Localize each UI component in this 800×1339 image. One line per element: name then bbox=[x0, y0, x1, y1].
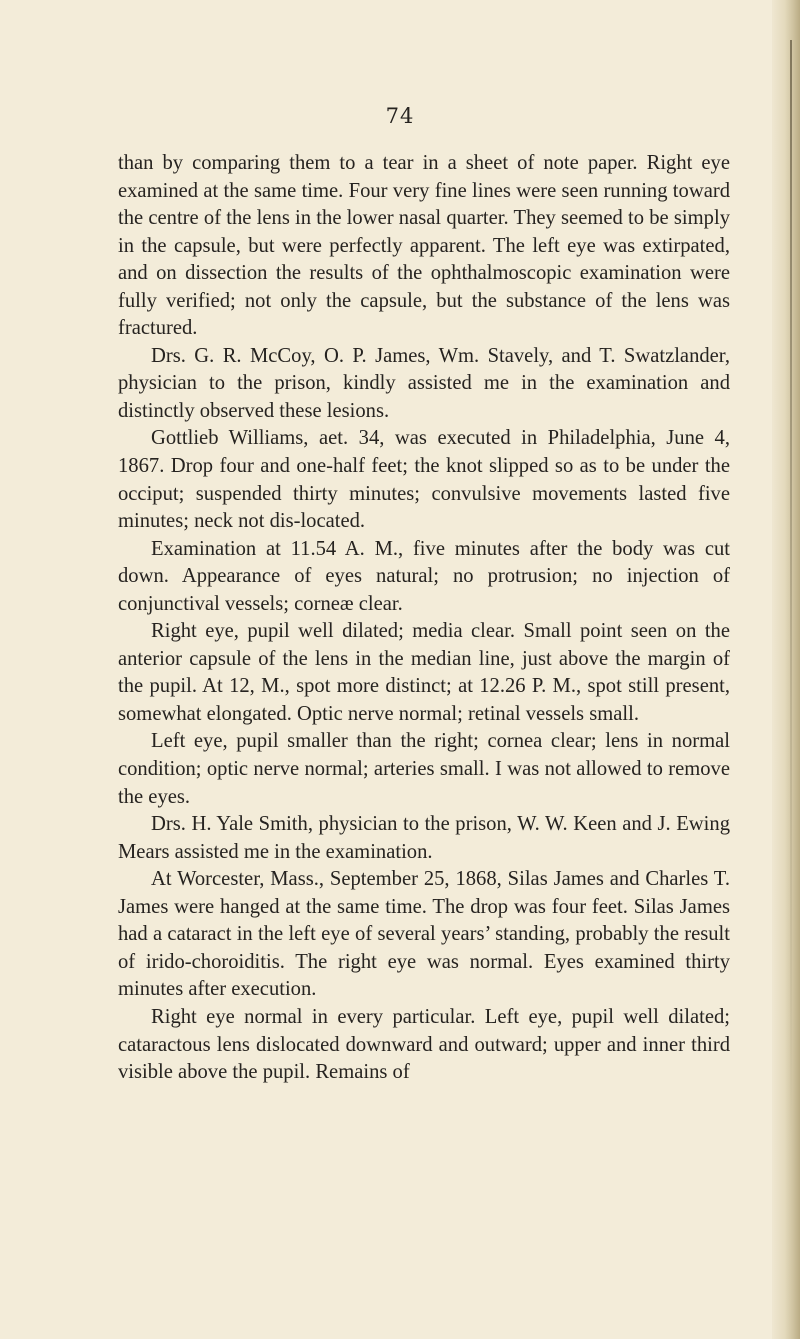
paragraph-2: Drs. G. R. McCoy, O. P. James, Wm. Stavely, and T. Swatzlander, physician to the prison, kindly assisted me in the examination and distinctly observed these lesions. bbox=[118, 344, 730, 422]
paragraph-8: At Worcester, Mass., September 25, 1868, Silas James and Charles T. James were hanged at the same time. The drop was four feet. Silas James had a cataract in the left eye of several years’ standing, probably the result of irido-choroiditis. The right eye was normal. Eyes examined thirty minutes after execution. bbox=[118, 868, 730, 1001]
paragraph-1: than by comparing them to a tear in a sheet of note paper. Right eye examined at the same time. Four very fine lines were seen running toward the centre of the lens in the lower nasal quarter. They seemed to be simply in the capsule, but were perfectly apparent. The left eye was extirpated, and on dissection the results of the ophthalmoscopic examination were fully verified; not only the capsule, but the substance of the lens was fractured. bbox=[118, 152, 730, 340]
paragraph-3: Gottlieb Williams, aet. 34, was executed in Philadelphia, June 4, 1867. Drop four and one-half feet; the knot slipped so as to be under the occiput; suspended thirty minutes; convulsive movements lasted five minutes; neck not dis-located. bbox=[118, 427, 730, 533]
paragraph-4: Examination at 11.54 A. M., five minutes after the body was cut down. Appearance of eyes natural; no protrusion; no injection of conjunctival vessels; corneæ clear. bbox=[118, 537, 730, 615]
paragraph-9: Right eye normal in every particular. Left eye, pupil well dilated; cataractous lens dislocated downward and outward; upper and inner third visible above the pupil. Remains of bbox=[118, 1005, 730, 1084]
page-edge-shadow bbox=[772, 0, 800, 1339]
paragraph-5: Right eye, pupil well dilated; media clear. Small point seen on the anterior capsule of the lens in the median line, just above the margin of the pupil. At 12, M., spot more distinct; at 12.26 P. M., spot still present, somewhat elongated. Optic nerve normal; retinal vessels small. bbox=[118, 620, 730, 725]
paragraph-7: Drs. H. Yale Smith, physician to the prison, W. W. Keen and J. Ewing Mears assisted me in the examination. bbox=[118, 813, 730, 863]
page-number: 74 bbox=[385, 104, 415, 128]
body-text bbox=[118, 150, 730, 1087]
paragraph-6: Left eye, pupil smaller than the right; cornea clear; lens in normal condition; optic nerve normal; arteries small. I was not allowed to remove the eyes. bbox=[118, 730, 730, 808]
